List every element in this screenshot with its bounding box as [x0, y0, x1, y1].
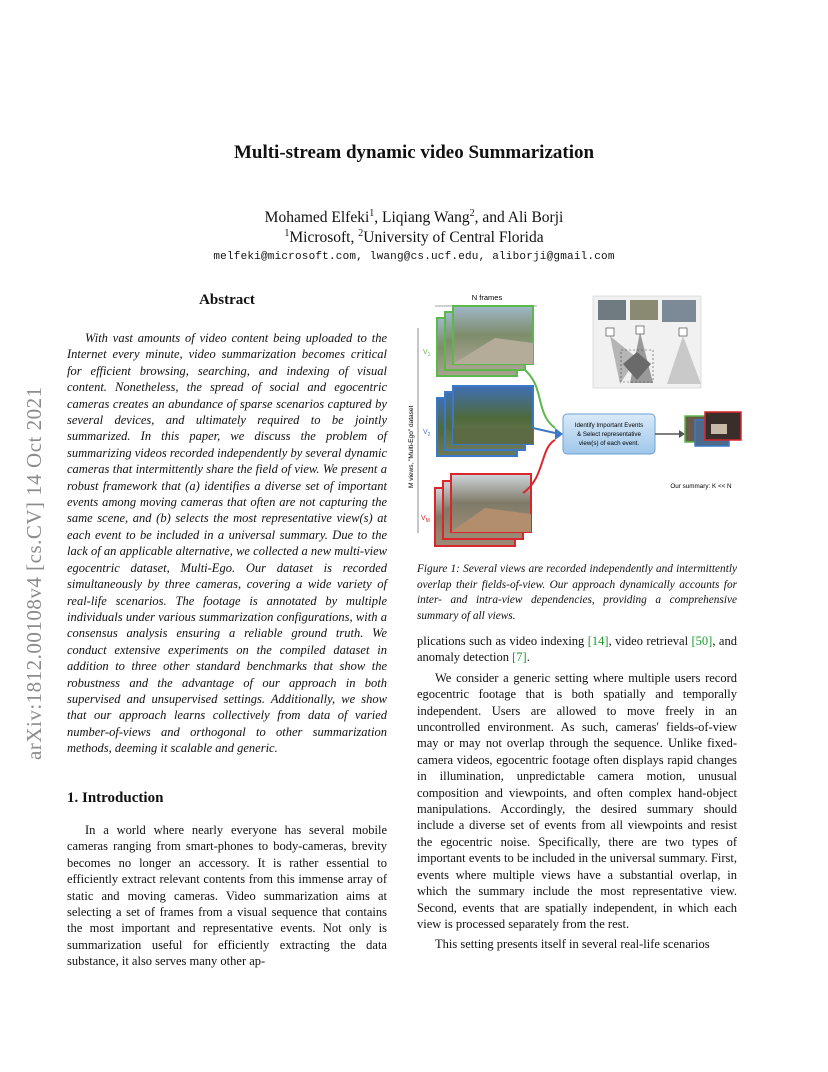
figure-caption: Figure 1: Several views are recorded independently and intermittently overlap their fields-of-view. Our approach dynamically accounts for inter- and intra-view dependencies, providing a comprehensive summary of all views.	[417, 563, 737, 622]
affiliations	[0, 229, 828, 247]
abstract-heading: Abstract	[199, 292, 255, 308]
affil-1-sup: 1	[284, 228, 290, 239]
arxiv-stamp: arXiv:1812.00108v4 [cs.CV] 14 Oct 2021	[22, 386, 46, 760]
author-3: , and Ali Borji	[474, 209, 564, 226]
summary-label: Our summary: K << N	[670, 483, 732, 490]
intro-heading: 1. Introduction	[67, 790, 164, 806]
paper-title: Multi-stream dynamic video Summarization	[233, 142, 595, 163]
citation-50[interactable]: [50]	[691, 634, 713, 648]
process-box-line-1: Identify Important Events	[574, 422, 644, 429]
author-2-sup: 2	[469, 208, 475, 219]
figure-1	[405, 288, 750, 553]
view-m-frames	[435, 474, 531, 546]
affil-2-sup: 2	[358, 228, 364, 239]
author-1-sup: 1	[369, 208, 375, 219]
author-1: Mohamed Elfeki	[264, 209, 370, 226]
n-frames-label: N frames	[471, 293, 503, 302]
view-m-label: $V_M$	[421, 515, 430, 524]
paragraph-real-life: This setting presents itself in several real-life scenarios	[435, 937, 710, 952]
author-emails: melfeki@microsoft.com, lwang@cs.ucf.edu, aliborji@gmail.com	[213, 251, 615, 263]
abstract-text: With vast amounts of video content being uploaded to the Internet every minute, video summarization becomes critical for efficient browsing, searching, and indexing of visual content. Nonetheless, the spread of social and egocentric cameras creates an abundance of sparse scenarios captured by several devices, and ultimately required to be jointly summarized. In this paper, we discuss the problem of summarizing videos recorded independently by several dynamic cameras that intermittently share the field of view. We present a robust framework that (a) identifies a diverse set of important events among moving cameras that often are not capturing the same scene, and (b) selects the most representative view(s) at each event to be included in a universal summary. Due to the lack of an applicable alternative, we collected a new multi-view egocentric dataset, Multi-Ego. Our dataset is recorded simultaneously by three cameras, covering a wide variety of real-life scenarios. The footage is annotated by multiple individuals under various summarization configurations, with a consensus analysis ensuring a reliable ground truth. We conduct extensive experiments on the compiled dataset in addition to three other standard benchmarks that show the robustness and the advantage of our approach in both supervised and unsupervised settings. Additionally, we show that our approach learns collectively from data of varied number-of-views and orthogonal to other summarization methods, deeming it scalable and generic.	[67, 331, 387, 756]
right-column-text	[417, 633, 737, 957]
paragraph-applications: plications such as video indexing [14], video retrieval [50], and anomaly detection [7].	[417, 634, 737, 665]
view-1-frames	[437, 306, 533, 376]
view-2-frames	[437, 386, 533, 456]
affil-1: Microsoft,	[289, 229, 359, 246]
arrow-view-2	[533, 428, 555, 433]
affil-2: University of Central Florida	[363, 229, 544, 246]
arrow-head	[555, 428, 563, 440]
paragraph-generic-setting: We consider a generic setting where multiple users record egocentric footage that is both spatially and temporally independent. Users are allowed to move freely in an uncontrolled environment. As such, cameras' fields-of-view may or may not overlap through the sequence. Unlike fixed-camera videos, egocentric footage often displays rapid changes in illumination, unpredictable camera motion, unusual composition and viewpoints, and often complex hand-object manipulations. Accordingly, the desired summary should include a diverse set of events from all viewpoints and resist the egocentric noise. Specifically, there are two types of important events to be included in the universal summary. First, events where multiple views have a substantial overlap, in which the summary include the most representative view. Second, events that are spatially independent, in which each view is processed separately from the rest.	[417, 670, 737, 931]
view-1-label: $V_1$	[423, 349, 431, 358]
citation-14[interactable]: [14]	[587, 634, 609, 648]
authors	[0, 209, 828, 227]
m-views-label: M views, "Multi-Ego" dataset	[408, 405, 415, 488]
view-2-label: $V_2$	[423, 429, 431, 438]
citation-7[interactable]: [7]	[512, 650, 527, 665]
author-2: , Liqiang Wang	[374, 209, 470, 226]
summary-frames	[685, 412, 741, 446]
camera-fov-diagram	[593, 296, 701, 388]
arrow-to-summary-head	[679, 430, 685, 438]
process-box-line-2: & Select representative	[577, 431, 641, 438]
process-box-line-3: view(s) of each event.	[578, 440, 640, 447]
intro-text: In a world where nearly everyone has several mobile cameras ranging from smart-phones to body-cameras, brevity becomes no longer an accessory. It is rather essential to efficiently extract relevant contents from this immense array of static and moving cameras. Video summarization aims at selecting a set of frames from a visual sequence that contains the most important and representative events. Not only is summarization useful for efficiently extracting the data substance, it also serves many other ap-	[67, 823, 387, 969]
